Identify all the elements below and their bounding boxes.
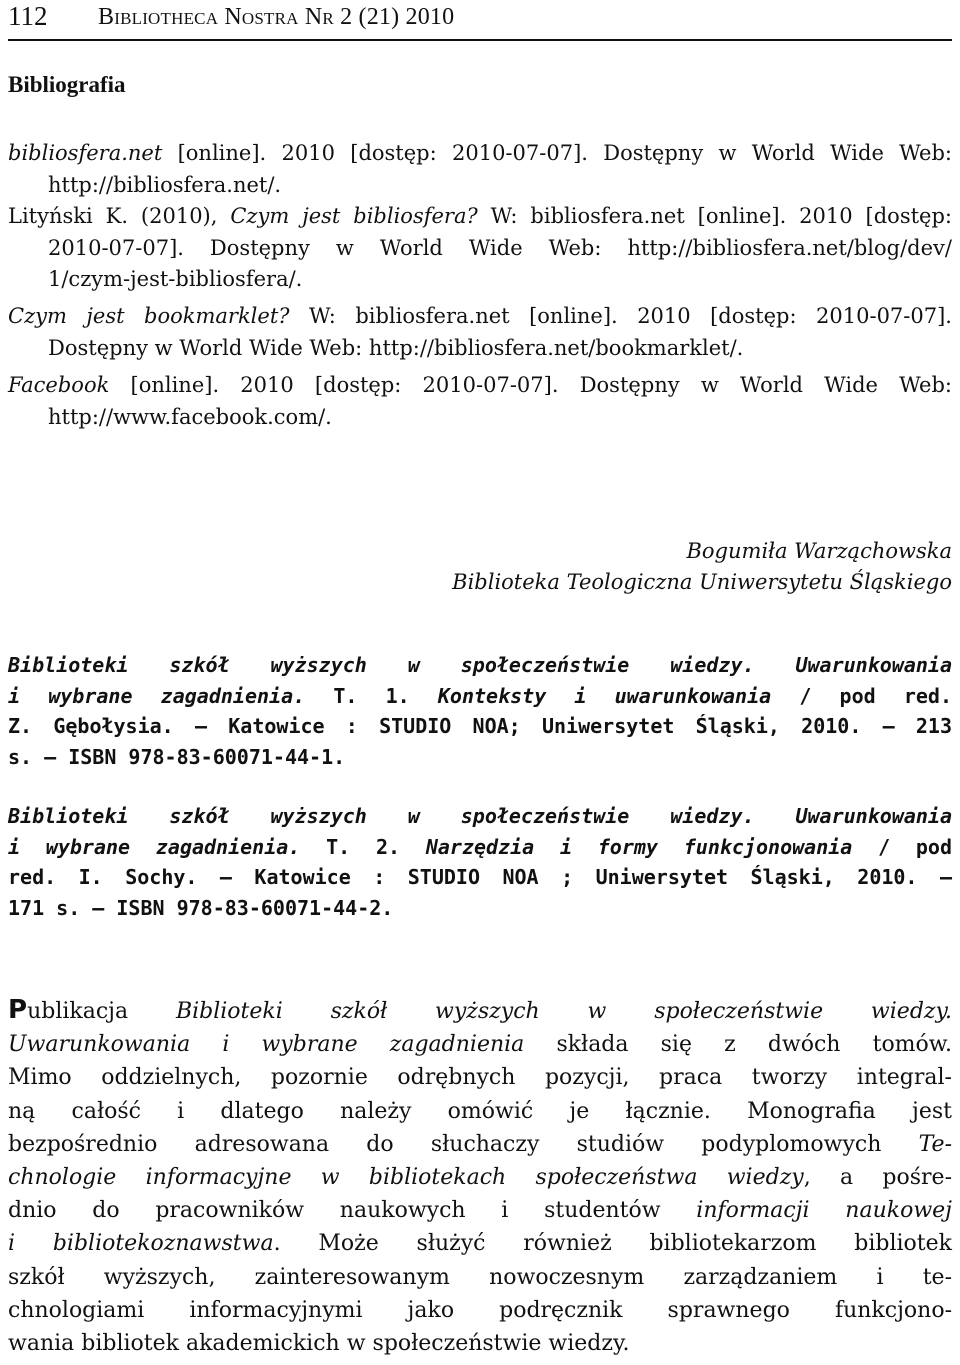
book-editor: / pod red.: [771, 683, 953, 708]
entry-line: [8, 742, 952, 773]
bibliography-entry: [8, 370, 952, 433]
book-publication: red. I. Sochy. – Katowice : STUDIO NOA ; Uniwersytet Śląski, 2010. –: [8, 865, 952, 889]
entry-url: http://www.facebook.com/.: [48, 404, 332, 429]
section-title: Bibliografia: [8, 72, 126, 97]
entry-line: [8, 138, 952, 170]
running-head: Bibliotheca Nostra Nr 2 (21) 2010: [98, 4, 455, 30]
paragraph-line: [8, 1128, 952, 1161]
bibliography-entry: [8, 301, 952, 364]
reviewed-book-entry: [8, 801, 952, 923]
text-run-italic: informacji naukowej: [696, 1198, 952, 1224]
book-publication: Z. Gębołysia. – Katowice : STUDIO NOA; Uniwersytet Śląski, 2010. – 213: [8, 714, 952, 738]
entry-line: [8, 681, 952, 712]
entry-text: W: bibliosfera.net [online]. 2010 [dostęp:: [477, 204, 952, 228]
entry-url: Dostępny w World Wide Web: http://bibliosfera.net/bookmarklet/.: [48, 335, 744, 360]
text-run: Mimo oddzielnych, pozornie odrębnych pozycji, praca tworzy integral-: [8, 1065, 952, 1091]
entry-line: [8, 402, 952, 434]
entry-line: [8, 650, 952, 681]
entry-title: Czym jest bibliosfera?: [230, 204, 478, 228]
entry-title: bibliosfera.net: [8, 141, 163, 165]
book-volume: T. 2.: [300, 834, 426, 859]
book-isbn: 171 s. – ISBN 978-83-60071-44-2.: [8, 895, 394, 920]
paragraph-line: [8, 994, 952, 1028]
paragraph-line: [8, 1095, 952, 1128]
review-signature: [452, 536, 952, 598]
paragraph-line: [8, 1161, 952, 1194]
entry-line: [8, 711, 952, 742]
signature-author: Bogumiła Warząchowska: [686, 539, 952, 563]
bibliography-entry: [8, 201, 952, 296]
text-run: szkół wyższych, zainteresowanym nowoczesnym zarządzaniem i te-: [8, 1264, 952, 1290]
text-run-italic: Uwarunkowania i wybrane zagadnienia: [8, 1032, 525, 1058]
text-run-italic: chnologie informacyjne w bibliotekach społeczeństwa wiedzy: [8, 1165, 804, 1191]
text-run-italic: Biblioteki szkół wyższych w społeczeństwie wiedzy.: [175, 999, 952, 1024]
book-title: i wybrane zagadnienia.: [8, 834, 301, 859]
entry-title: Czym jest bookmarklet?: [8, 304, 290, 328]
text-run: , a pośre-: [803, 1165, 952, 1191]
entry-line: [8, 201, 952, 233]
text-run: . Może służyć również bibliotekarzom bibliotek: [273, 1231, 952, 1257]
signature-affiliation: Biblioteka Teologiczna Uniwersytetu Śląskiego: [452, 570, 952, 594]
book-title: i wybrane zagadnienia.: [8, 683, 306, 708]
bibliography-entry: [8, 138, 952, 201]
entry-line: [8, 170, 952, 202]
paragraph-line: [8, 1261, 952, 1294]
book-editor: / pod: [852, 834, 953, 859]
paragraph-line: [8, 1194, 952, 1227]
paragraph-line: [8, 1327, 952, 1360]
entry-line: [8, 233, 952, 265]
paragraph-line: [8, 1061, 952, 1094]
text-run: ublikacja: [27, 999, 176, 1024]
text-run-italic: Te-: [918, 1131, 952, 1157]
text-run: wania bibliotek akademickich w społeczeństwie wiedzy.: [8, 1331, 630, 1357]
paragraph-line: [8, 1294, 952, 1327]
entry-line: [8, 801, 952, 832]
text-run-italic: i bibliotekoznawstwa: [8, 1231, 274, 1257]
book-subtitle: Narzędzia i formy funkcjonowania: [425, 834, 853, 859]
entry-text: 2010-07-07]. Dostępny w World Wide Web: http://bibliosfera.net/blog/dev/: [48, 235, 952, 260]
book-title: Biblioteki szkół wyższych w społeczeństwie wiedzy. Uwarunkowania: [8, 653, 952, 677]
entry-line: [8, 862, 952, 893]
entry-line: [8, 832, 952, 863]
entry-line: [8, 333, 952, 365]
entry-url: http://bibliosfera.net/.: [48, 172, 282, 197]
entry-url: 1/czym-jest-bibliosfera/.: [48, 267, 303, 291]
book-isbn: s. – ISBN 978-83-60071-44-1.: [8, 744, 346, 769]
text-run: chnologiami informacyjnymi jako podręcznik sprawnego funkcjono-: [8, 1297, 952, 1323]
book-subtitle: Konteksty i uwarunkowania: [437, 683, 772, 708]
entry-line: [8, 370, 952, 402]
text-run: dnio do pracowników naukowych i studentów: [8, 1198, 697, 1224]
text-run: bezpośrednio adresowana do słuchaczy studiów podyplomowych: [8, 1131, 919, 1157]
entry-line: [8, 301, 952, 333]
review-body-paragraph: [8, 994, 952, 1360]
entry-text: W: bibliosfera.net [online]. 2010 [dostęp: 2010-07-07].: [289, 304, 952, 328]
header-rule: [8, 39, 952, 41]
entry-author: Lityński K. (2010),: [8, 204, 231, 228]
entry-title: Facebook: [8, 373, 110, 397]
entry-text: [online]. 2010 [dostęp: 2010-07-07]. Dostępny w World Wide Web:: [109, 373, 952, 397]
text-run: składa się z dwóch tomów.: [524, 1032, 953, 1058]
reviewed-book-entry: [8, 650, 952, 772]
book-volume: T. 1.: [305, 683, 438, 708]
entry-text: [online]. 2010 [dostęp: 2010-07-07]. Dostępny w World Wide Web:: [162, 141, 952, 165]
text-run: ną całość i dlatego należy omówić je łącznie. Monografia jest: [8, 1098, 952, 1124]
book-title: Biblioteki szkół wyższych w społeczeństwie wiedzy. Uwarunkowania: [8, 804, 952, 828]
paragraph-line: [8, 1227, 952, 1260]
page-number: 112: [8, 1, 48, 31]
paragraph-line: [8, 1028, 952, 1061]
drop-cap: P: [8, 995, 28, 1025]
entry-line: [8, 893, 952, 924]
entry-line: [8, 264, 952, 296]
page-header: [8, 0, 952, 36]
